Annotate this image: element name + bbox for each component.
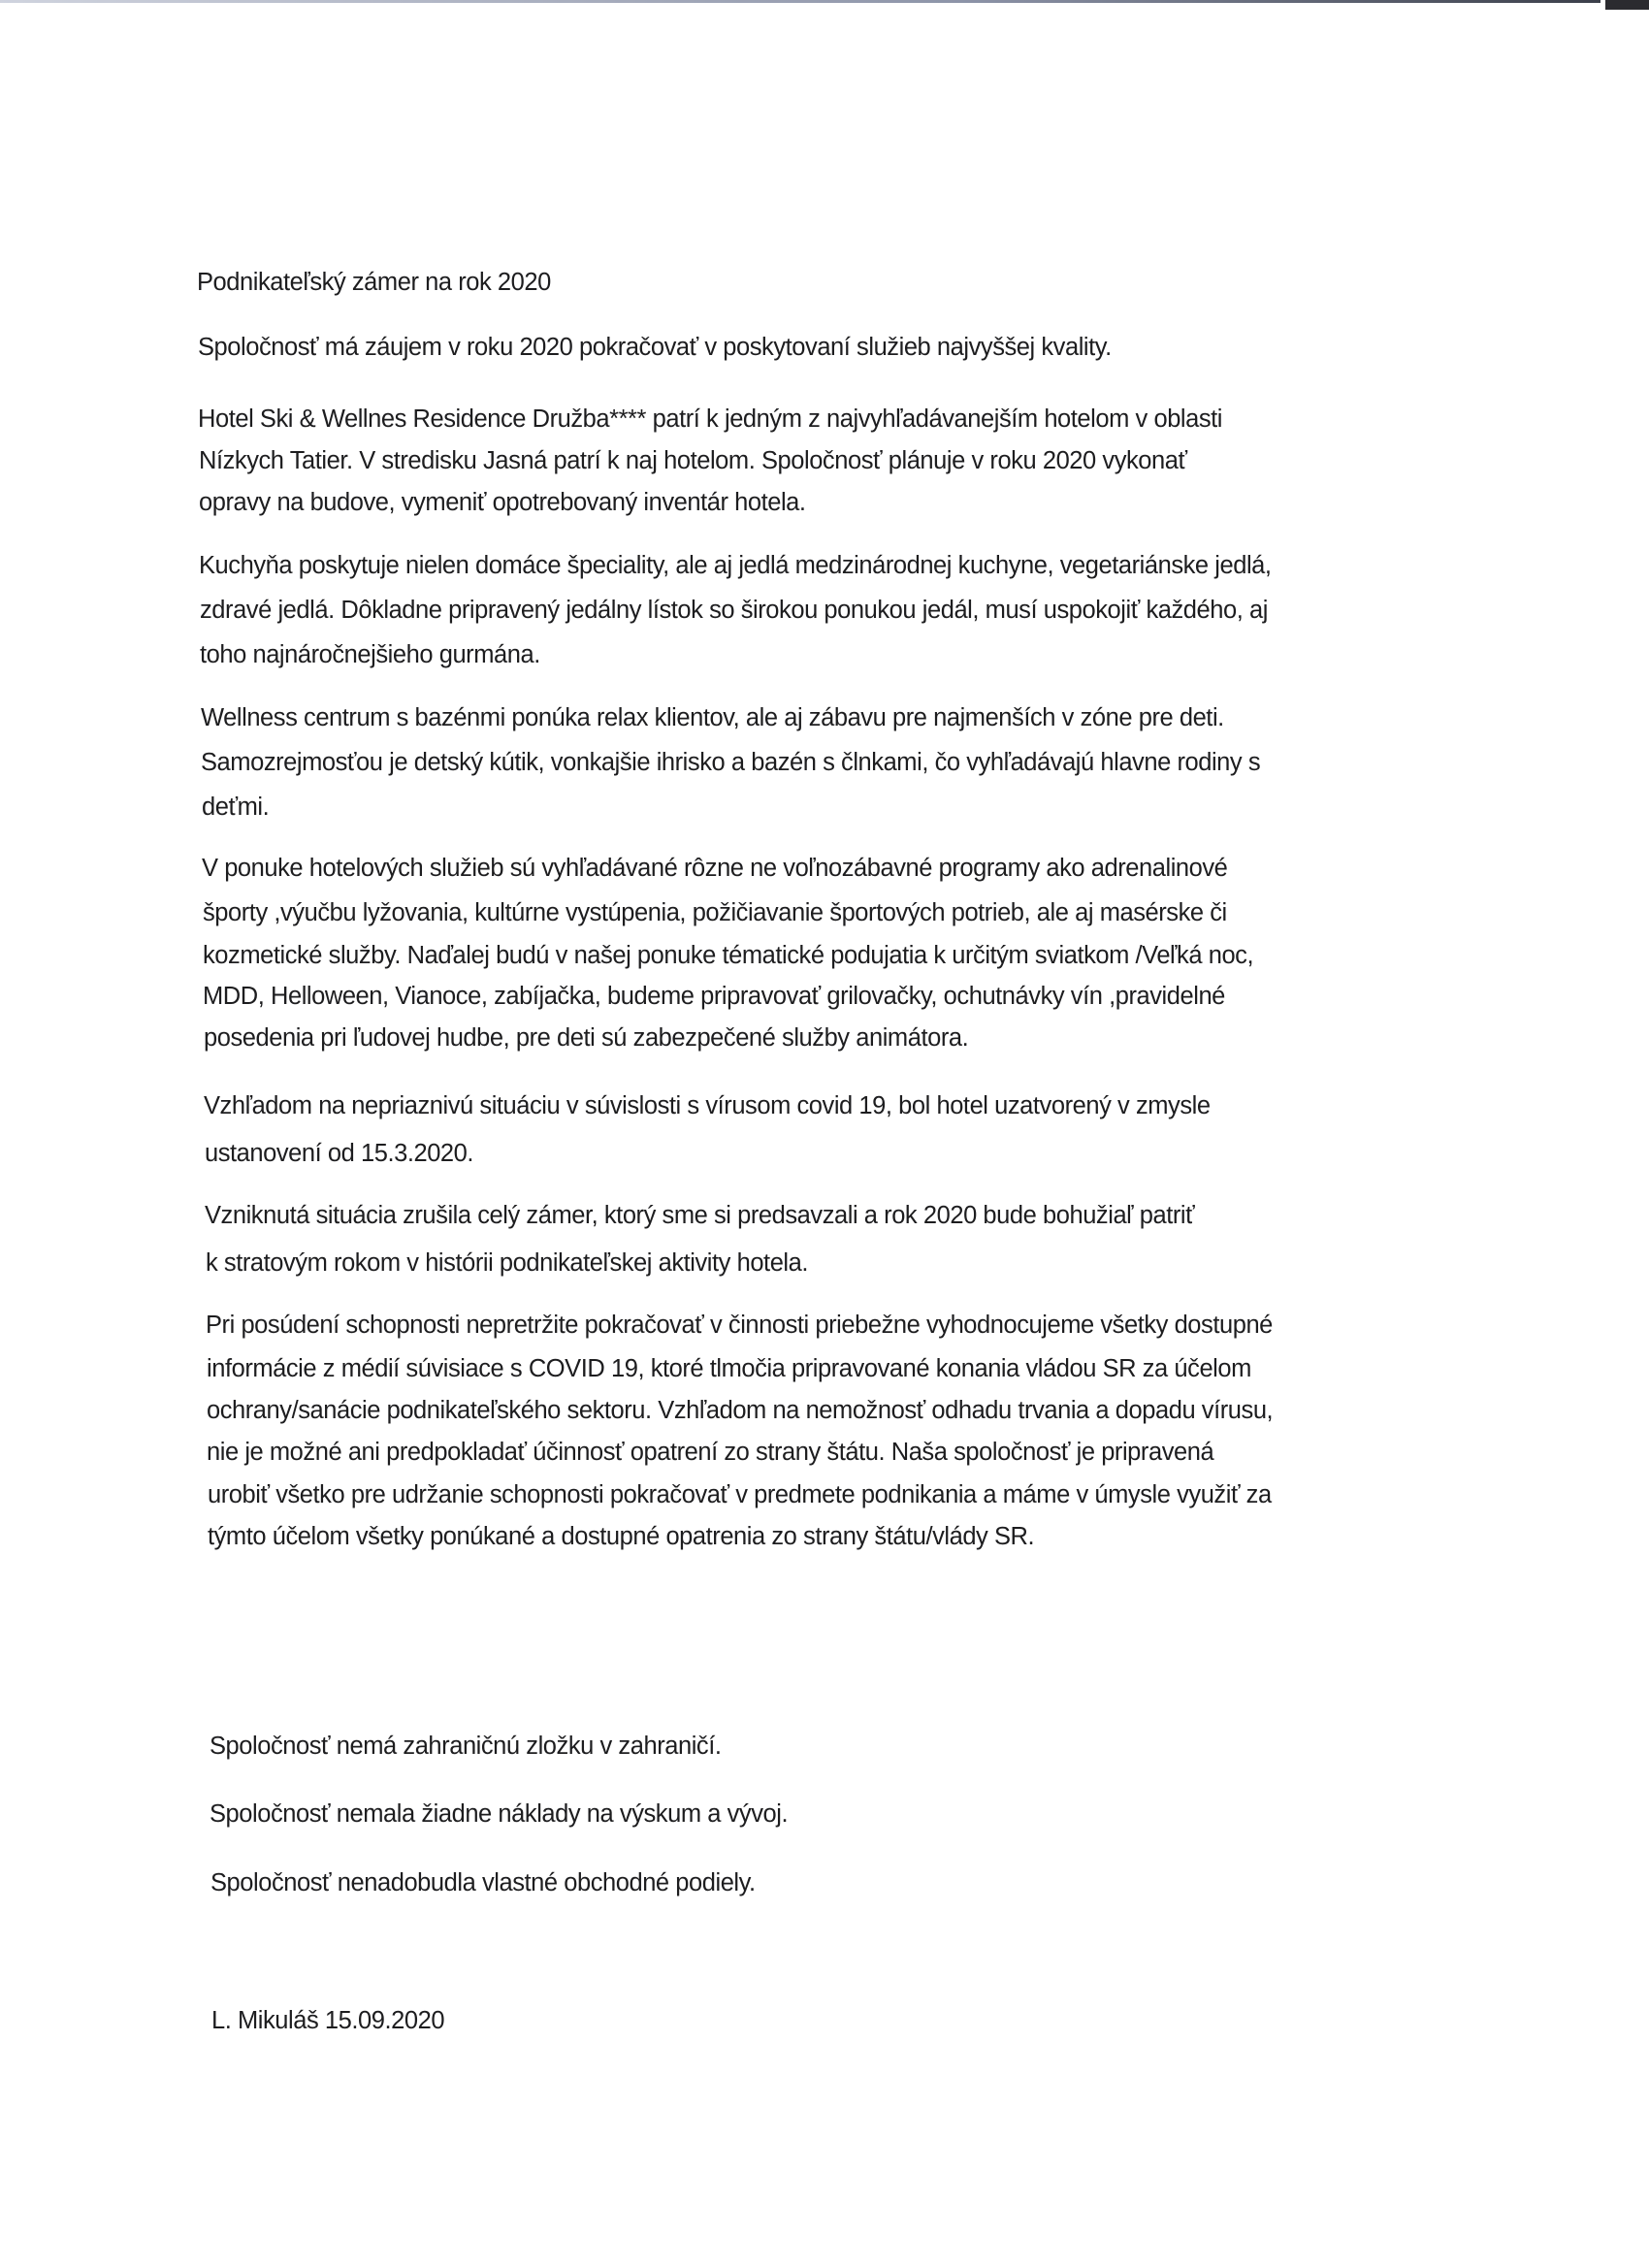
- paragraph-10-line: Spoločnosť nemala žiadne náklady na výskum a vývoj.: [210, 1800, 789, 1828]
- scan-edge-top: [0, 0, 1600, 3]
- paragraph-4-line: deťmi.: [202, 794, 270, 821]
- paragraph-7-line: Vzniknutá situácia zrušila celý zámer, ktorý sme si predsavzali a rok 2020 bude bohužiaľ patriť: [205, 1202, 1195, 1229]
- paragraph-11-line: Spoločnosť nenadobudla vlastné obchodné podiely.: [210, 1869, 756, 1896]
- paragraph-7-line: k stratovým rokom v histórii podnikateľskej aktivity hotela.: [206, 1249, 809, 1277]
- signature-date: L. Mikuláš 15.09.2020: [211, 2007, 445, 2034]
- paragraph-5-line: MDD, Helloween, Vianoce, zabíjačka, budeme pripravovať grilovačky, ochutnávky vín ,pravidelné: [203, 983, 1225, 1010]
- paragraph-8-line: týmto účelom všetky ponúkané a dostupné opatrenia zo strany štátu/vlády SR.: [208, 1523, 1035, 1550]
- paragraph-4-line: Wellness centrum s bazénmi ponúka relax klientov, ale aj zábavu pre najmenších v zóne pre deti.: [201, 704, 1224, 731]
- paragraph-8-line: ochrany/sanácie podnikateľského sektoru. Vzhľadom na nemožnosť odhadu trvania a dopadu vírusu,: [207, 1397, 1274, 1424]
- paragraph-4-line: Samozrejmosťou je detský kútik, vonkajšie ihrisko a bazén s člnkami, čo vyhľadávajú hlavne rodiny s: [201, 749, 1261, 776]
- paragraph-2-line: opravy na budove, vymeniť opotrebovaný inventár hotela.: [199, 489, 806, 516]
- paragraph-8-line: informácie z médií súvisiace s COVID 19, ktoré tlmočia pripravované konania vládou SR za účelom: [207, 1355, 1251, 1382]
- paragraph-2-line: Hotel Ski & Wellnes Residence Družba**** patrí k jedným z najvyhľadávanejším hotelom v oblasti: [198, 405, 1223, 433]
- paragraph-1-line: Spoločnosť má záujem v roku 2020 pokračovať v poskytovaní služieb najvyššej kvality.: [198, 334, 1112, 361]
- document-title: Podnikateľský zámer na rok 2020: [197, 269, 551, 296]
- paragraph-5-line: posedenia pri ľudovej hudbe, pre deti sú zabezpečené služby animátora.: [204, 1024, 969, 1052]
- paragraph-8-line: urobiť všetko pre udržanie schopnosti pokračovať v predmete podnikania a máme v úmysle využiť za: [208, 1481, 1272, 1508]
- paragraph-5-line: kozmetické služby. Naďalej budú v našej ponuke tématické podujatia k určitým sviatkom /Veľká noc,: [203, 942, 1254, 969]
- paragraph-3-line: toho najnáročnejšieho gurmána.: [200, 641, 540, 668]
- paragraph-3-line: zdravé jedlá. Dôkladne pripravený jedálny lístok so širokou ponukou jedál, musí uspokojiť každého, aj: [200, 597, 1268, 624]
- paragraph-8-line: nie je možné ani predpokladať účinnosť opatrení zo strany štátu. Naša spoločnosť je pripravená: [207, 1439, 1214, 1466]
- paragraph-2-line: Nízkych Tatier. V stredisku Jasná patrí k naj hotelom. Spoločnosť plánuje v roku 2020 vykonať: [199, 447, 1187, 474]
- paragraph-8-line: Pri posúdení schopnosti nepretržite pokračovať v činnosti priebežne vyhodnocujeme všetky dostupné: [206, 1312, 1273, 1339]
- paragraph-5-line: športy ,výučbu lyžovania, kultúrne vystúpenia, požičiavanie športových potrieb, ale aj masérske či: [203, 899, 1227, 926]
- paragraph-3-line: Kuchyňa poskytuje nielen domáce špeciality, ale aj jedlá medzinárodnej kuchyne, vegetariánske jedlá,: [199, 552, 1272, 579]
- scan-edge-right: [1605, 0, 1649, 10]
- paragraph-5-line: V ponuke hotelových služieb sú vyhľadávané rôzne ne voľnozábavné programy ako adrenalinové: [202, 855, 1228, 882]
- paragraph-9-line: Spoločnosť nemá zahraničnú zložku v zahraničí.: [210, 1733, 722, 1760]
- paragraph-6-line: ustanovení od 15.3.2020.: [205, 1140, 474, 1167]
- paragraph-6-line: Vzhľadom na nepriaznivú situáciu v súvislosti s vírusom covid 19, bol hotel uzatvorený v zmysle: [204, 1092, 1211, 1119]
